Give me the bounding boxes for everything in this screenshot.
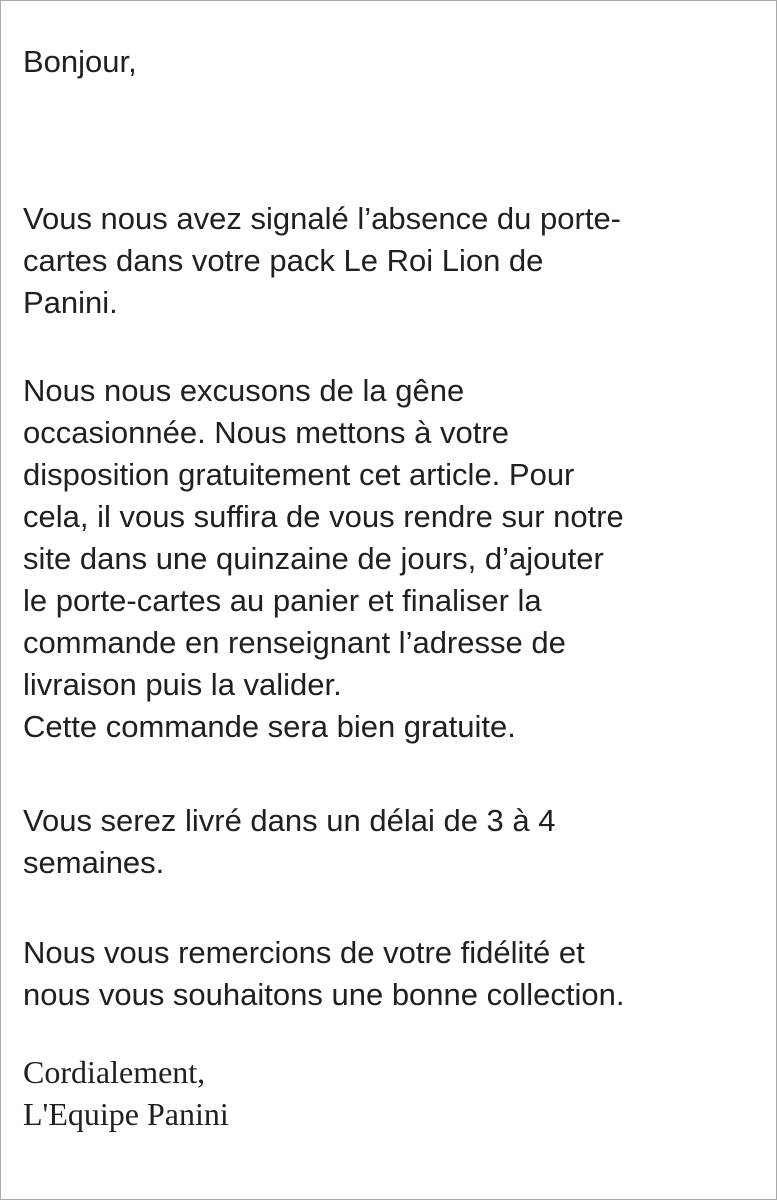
paragraph-line: nous vous souhaitons une bonne collection. <box>23 977 625 1012</box>
paragraph-line: disposition gratuitement cet article. Pour <box>23 457 575 492</box>
paragraph-line: occasionnée. Nous mettons à votre <box>23 415 509 450</box>
paragraph-line: Nous nous excusons de la gêne <box>23 373 465 408</box>
paragraph-free-replacement <box>23 370 624 748</box>
signature-text: L'Equipe Panini <box>23 1096 229 1132</box>
paragraph-line: site dans une quinzaine de jours, d’ajouter <box>23 541 604 576</box>
greeting-text: Bonjour, <box>23 44 137 79</box>
paragraph-line: Cette commande sera bien gratuite. <box>23 709 516 744</box>
greeting <box>23 41 137 83</box>
paragraph-line: cartes dans votre pack Le Roi Lion de <box>23 243 544 278</box>
paragraph-line: Vous nous avez signalé l’absence du porte- <box>23 201 622 236</box>
paragraph-delivery-time <box>23 800 556 884</box>
closing-text: Cordialement, <box>23 1054 206 1090</box>
paragraph-line: Panini. <box>23 285 118 320</box>
paragraph-line: cela, il vous suffira de vous rendre sur notre <box>23 499 624 534</box>
paragraph-missing-card-holder <box>23 198 621 324</box>
paragraph-thanks <box>23 932 625 1016</box>
paragraph-line: Vous serez livré dans un délai de 3 à 4 <box>23 803 556 838</box>
paragraph-line: le porte-cartes au panier et finaliser la <box>23 583 542 618</box>
paragraph-line: semaines. <box>23 845 165 880</box>
paragraph-line: livraison puis la valider. <box>23 667 342 702</box>
sign-off <box>23 1051 229 1135</box>
paragraph-line: Nous vous remercions de votre fidélité et <box>23 935 585 970</box>
paragraph-line: commande en renseignant l’adresse de <box>23 625 566 660</box>
